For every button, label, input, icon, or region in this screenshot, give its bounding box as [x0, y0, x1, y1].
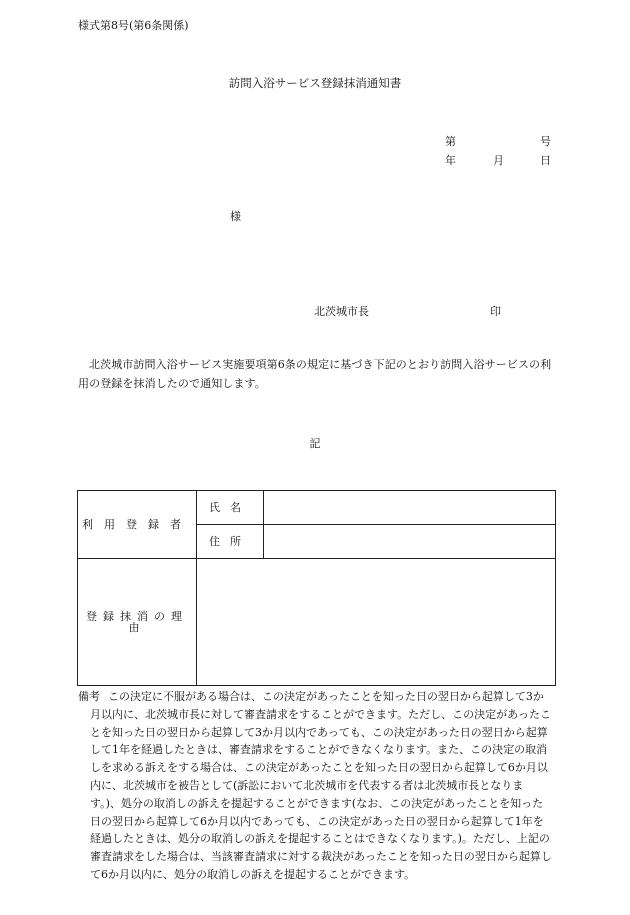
remarks-section — [78, 688, 554, 884]
number-dai-label: 第 — [445, 135, 456, 148]
registration-table — [77, 490, 556, 686]
addressee-suffix: 様 — [230, 210, 241, 223]
issuer-name: 北茨城市長 — [314, 305, 369, 318]
remarks-text: この決定に不服がある場合は、この決定があったことを知った日の翌日から起算して3か月以内に、北茨城市長に対して審査請求をすることができます。ただし、この決定があったことを知った日の翌日から起算して3か月以内であっても、この決定があった日の翌日から起算して1年を経過したときは、審査請求をすることができなくなります。また、この決定の取消しを求める訴えをする場合は、この決定があったことを知った日の翌日から起算して6か月以内に、北茨城市を被告として(訴訟において北茨城市を代表する者は北茨城市長となります。)、処分の取消しの訴えを提起することができます(なお、この決定があったことを知った日の翌日から起算して6か月以内であっても、この決定があった日の翌日から起算して1年を経過したときは、処分の取消しの訴えを提起することはできなくなります。)。ただし、上記の審査請求をした場合は、当該審査請求に対する裁決があったことを知った日の翌日から起算して6か月以内に、処分の取消しの訴えを提起することができます。 — [90, 690, 552, 881]
name-label: 氏名 — [197, 491, 264, 525]
date-year-label: 年 — [445, 154, 456, 167]
user-registrant-label: 利用登録者 — [78, 491, 197, 559]
date-month-label: 月 — [493, 154, 504, 167]
address-label: 住所 — [197, 525, 264, 559]
date-day-label: 日 — [540, 154, 551, 167]
seal-mark: 印 — [490, 305, 501, 318]
ki-heading: 記 — [309, 437, 321, 450]
notice-body-text: 北茨城市訪問入浴サービス実施要項第6条の規定に基づき下記のとおり訪問入浴サービスの利用の登録を抹消したので通知します。 — [78, 358, 552, 390]
cancellation-reason-field[interactable] — [197, 559, 556, 686]
document-title: 訪問入浴サービス登録抹消通知書 — [228, 76, 402, 90]
number-go-label: 号 — [540, 135, 551, 148]
form-number: 様式第8号(第6条関係) — [78, 19, 189, 32]
remarks-label: 備考 — [78, 690, 100, 703]
address-value-field[interactable] — [264, 525, 556, 559]
cancellation-reason-label: 登録抹消の理由 — [78, 559, 197, 686]
name-value-field[interactable] — [264, 491, 556, 525]
